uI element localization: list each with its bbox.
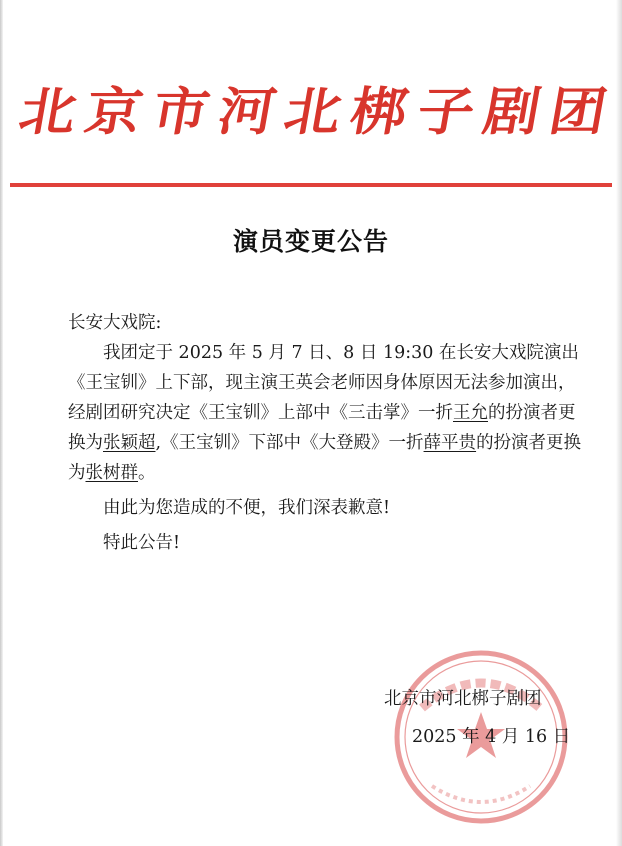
- signature-org: 北京市河北梆子剧团: [384, 689, 542, 709]
- notice-body: [68, 308, 588, 558]
- role-name: 薛平贵: [423, 433, 477, 453]
- paragraph-text: ,《王宝钏》下部中《大登殿》一折: [155, 433, 424, 453]
- letterhead-char: 北: [14, 81, 82, 143]
- letterhead: [14, 72, 612, 152]
- page-fold-shadow: [616, 0, 622, 846]
- letterhead-char: 子: [412, 81, 479, 143]
- actor-name: 张颖超: [103, 433, 156, 453]
- seal-bottom-lettering: [432, 786, 530, 802]
- letterhead-divider: [10, 183, 612, 187]
- letterhead-char: 北: [279, 81, 347, 143]
- salutation: 长安大戏院:: [68, 313, 162, 333]
- letterhead-char: 京: [80, 81, 148, 143]
- letterhead-char: 梆: [345, 81, 413, 143]
- letterhead-char: 剧: [478, 81, 546, 143]
- paragraph-text: 的扮演者更换为: [68, 433, 582, 483]
- paragraph-text: 的扮演者更换为: [68, 403, 576, 453]
- paragraph-apology: 由此为您造成的不便，我们深表歉意!: [103, 498, 391, 518]
- paragraph-text: 。: [138, 463, 156, 483]
- paragraph-text: 我团定于 2025 年 5 月 7 日、8 日 19:30 在长安大戏院演出《王宝钏》上下部，现主演王英会老师因身体原因无法参加演出，经剧团研究决定《王宝钏》上部中《三击掌》一折: [68, 343, 579, 423]
- signature-date: 2025 年 4 月 16 日: [412, 727, 571, 747]
- notice-title: 演员变更公告: [232, 227, 389, 256]
- page-edge-shadow: [0, 0, 3, 846]
- role-name: 王允: [453, 403, 488, 423]
- letterhead-char: 市: [147, 81, 214, 143]
- paragraph-main: [68, 338, 588, 488]
- paragraph-closing: 特此公告!: [103, 533, 181, 553]
- letterhead-char: 河: [213, 81, 281, 143]
- actor-name: 张树群: [85, 463, 138, 483]
- letterhead-char: 团: [544, 81, 612, 143]
